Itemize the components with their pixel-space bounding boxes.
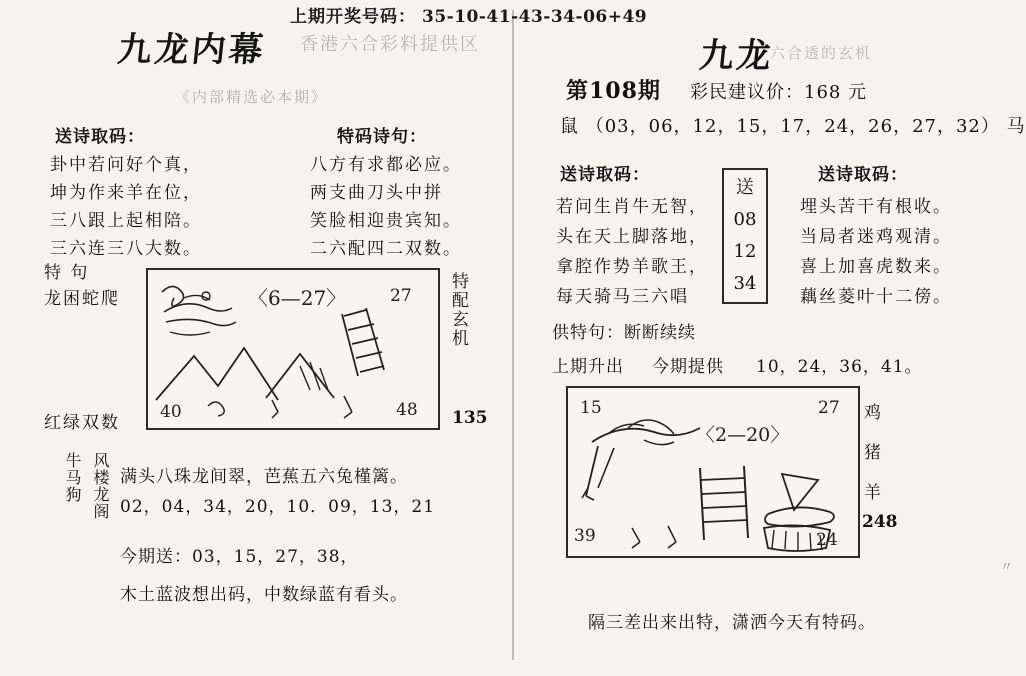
left-side-label: 特配玄机	[448, 272, 468, 348]
right-poem-right-2: 当局者迷鸡观清。	[800, 227, 952, 247]
send-box-title: 送	[736, 177, 754, 198]
left-redgreen-label: 红绿双数	[44, 413, 120, 433]
right-this-label: 今期提供	[652, 357, 724, 377]
price-row	[690, 78, 867, 104]
right-offer-line: 供特句：断断续续	[552, 323, 696, 343]
right-side-total: 248	[862, 512, 898, 532]
left-subtitle-ghost: 《内部精选必本期》	[175, 88, 329, 106]
right-sketch-drawing	[568, 388, 858, 556]
send-box-num-3: 34	[733, 273, 757, 294]
price-value: 168 元	[804, 82, 868, 103]
left-sketch-48: 48	[396, 400, 418, 420]
left-sketch-27: 27	[390, 286, 412, 306]
left-verse: 满头八珠龙间翠，芭蕉五六兔槿篱。	[120, 467, 408, 487]
right-sketch-box	[566, 386, 860, 558]
left-col2-line-4: 二六配四二双数。	[310, 239, 462, 259]
right-side-zodiac-1: 鸡	[864, 403, 883, 423]
right-this-numbers: 10，24，36，41。	[756, 357, 923, 377]
right-sketch-head: 〈2—20〉	[696, 424, 790, 446]
left-sketch-head: 〈6—27〉	[248, 286, 347, 310]
left-bottom-line: 木土蓝波想出码，中数绿蓝有看头。	[120, 585, 408, 605]
right-sketch-15: 15	[580, 398, 602, 418]
left-zodiac-col-1: 牛马狗	[63, 452, 82, 503]
right-sketch-27: 27	[818, 398, 840, 418]
zodiac-start: 鼠	[560, 116, 579, 137]
draw-numbers: 35-10-41-43-34-06+49	[422, 7, 648, 27]
right-bottom-line: 隔三差出来出特，潇洒今天有特码。	[588, 613, 876, 633]
right-title: 九龙	[697, 36, 776, 76]
right-side-zodiac-2: 猪	[864, 443, 883, 463]
right-poem-left-4: 每天骑马三六唱	[556, 287, 689, 307]
send-box-num-2: 12	[733, 241, 757, 262]
left-zodiac-col-2: 风楼龙阁	[91, 452, 110, 520]
left-col2-heading: 特码诗句：	[337, 127, 427, 147]
right-title-ghost: 六合透的玄机	[770, 44, 873, 62]
draw-label: 上期开奖号码：	[290, 7, 416, 27]
left-sketch-total: 135	[452, 408, 488, 428]
zodiac-numbers: （03，06，12，15，17，24，26，27，32）	[585, 116, 1000, 137]
send-box-num-1: 08	[733, 209, 757, 230]
left-col1-line-2: 坤为作来羊在位，	[50, 183, 202, 203]
right-side-zodiac-3: 羊	[864, 483, 883, 503]
left-dragon-label: 龙困蛇爬	[44, 289, 120, 309]
right-last-label: 上期升出	[552, 357, 624, 377]
right-sketch-24: 24	[816, 530, 838, 550]
right-poem-right-4: 藕丝菱叶十二傍。	[800, 287, 952, 307]
left-title: 九龙内幕	[115, 30, 268, 70]
left-numbers-row: 02，04，34，20，10．09，13，21	[120, 497, 436, 517]
right-sketch-39: 39	[574, 526, 596, 546]
edge-mark: 〃	[1000, 560, 1014, 575]
left-sketch-box	[146, 268, 440, 430]
left-col1-line-4: 三六连三八大数。	[50, 239, 202, 259]
right-poem-left-3: 拿腔作势羊歌王，	[556, 257, 708, 277]
right-poem-head-left: 送诗取码：	[560, 165, 650, 185]
left-col2-line-3: 笑脸相迎贵宾知。	[310, 211, 462, 231]
right-poem-left-1: 若问生肖牛无智，	[556, 197, 708, 217]
left-col1-line-3: 三八跟上起相陪。	[50, 211, 202, 231]
zodiac-range-row	[560, 112, 1026, 138]
issue-number: 第108期	[566, 78, 661, 104]
left-sketch-40: 40	[160, 402, 182, 422]
left-col2-line-2: 两支曲刀头中拼	[310, 183, 443, 203]
left-send-line: 今期送：03，15，27，38，	[120, 547, 359, 567]
left-col1-heading: 送诗取码：	[55, 127, 145, 147]
zodiac-end: 马	[1006, 116, 1026, 137]
left-title-ghost: 香港六合彩料提供区	[300, 34, 480, 55]
left-col1-line-1: 卦中若问好个真，	[50, 155, 202, 175]
send-number-box	[722, 168, 768, 304]
draw-header	[290, 2, 647, 27]
right-poem-right-3: 喜上加喜虎数来。	[800, 257, 952, 277]
right-poem-head-right: 送诗取码：	[818, 165, 908, 185]
right-poem-left-2: 头在天上脚落地，	[556, 227, 708, 247]
price-label: 彩民建议价：	[690, 82, 804, 103]
left-special-label: 特 句	[44, 263, 90, 283]
center-divider	[512, 10, 514, 660]
right-poem-right-1: 埋头苦干有根收。	[800, 197, 952, 217]
left-col2-line-1: 八方有求都必应。	[310, 155, 462, 175]
